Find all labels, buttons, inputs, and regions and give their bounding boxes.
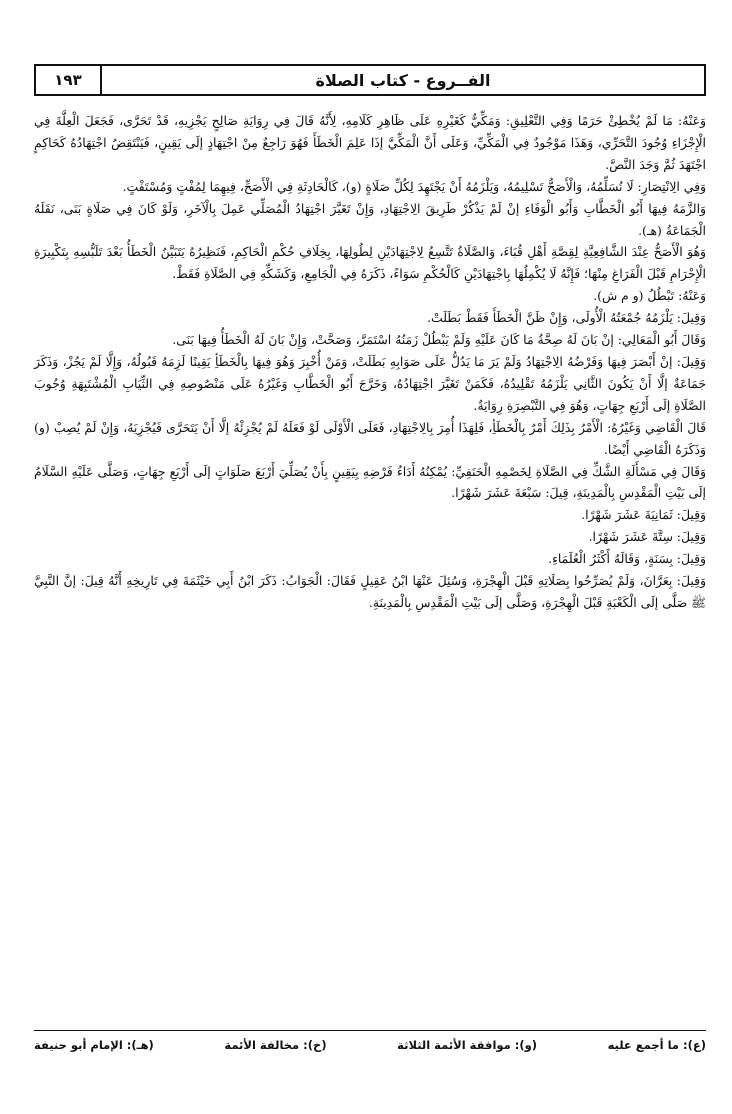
paragraph: وَالزَّمَهُ فِيهَا أَبُو الْخَطَّابِ وَأَبُو الْوَفَاءِ إنْ لَمْ يَذْكُرْ طَرِيقَ الِاجْتِهَادِ، وَإِنْ تَغَيَّرَ اجْتِهَادُ الْمُصَلِّي عَمِلَ بِالْآخَرِ، وَلَوْ كَانَ فِي صَلَاةٍ بَنَى، نَقَلَهُ الْجَمَاعَةُ (هـ). bbox=[34, 200, 706, 238]
paragraph: وَقِيلَ: إنْ أَبْصَرَ فِيهَا وَفَرْضُهُ الِاجْتِهَادُ وَلَمْ يَرَ مَا يَدُلُّ عَلَى صَوَابِهِ بَطَلَتْ، وَمَنْ أُخْبِرَ وَهُوَ فِيهَا بِالْخَطَأِ يَقِينًا لَزِمَهُ قَبُولُهُ، وَإِلَّا لَمْ يَجُزْ، وَذَكَرَ جَمَاعَةٌ إلَّا أَنْ يَكُونَ الثَّانِي يَلْزَمُهُ تَقْلِيدُهُ، فَكَمَنْ تَغَيَّرَ اجْتِهَادُهُ، وَخَرَّجَ أَبُو الْخَطَّابِ وَغَيْرُهُ عَلَى مَنْصُوصِهِ فِي الثِّيَابِ الْمُشْتَبِهَةِ وُجُوبَ الصَّلَاةِ إلَى أَرْبَعِ جِهَاتٍ، وَهُوَ فِي التَّبْصِرَةِ رِوَايَةٌ. bbox=[34, 353, 706, 413]
paragraph: وَقِيلَ: بِعَرَّانَ، وَلَمْ يُصَرِّحُوا بِصَلَاتِهِ قَبْلَ الْهِجْرَةِ، وَسُئِلَ عَنْهَا ابْنُ عَقِيلٍ فَقَالَ: الْجَوَابُ: ذَكَرَ ابْنُ أَبِي خَيْثَمَةَ فِي تَارِيخِهِ أَنَّهُ قِيلَ: إنَّ النَّبِيَّ ﷺ صَلَّى إلَى الْكَعْبَةِ قَبْلَ الْهِجْرَةِ، وَصَلَّى إلَى بَيْتِ الْمَقْدِسِ بِالْمَدِينَةِ. bbox=[34, 573, 706, 610]
paragraph: وَقِيلَ: يَلْزَمُهُ جُمْعَتُهُ الْأُولَى، وَإِنْ ظَنَّ الْخَطَأَ فَقَطْ بَطَلَتْ. bbox=[427, 310, 706, 326]
footnote-item: (خ): مخالفة الأئمة bbox=[224, 1038, 327, 1052]
paragraph: قَالَ الْقَاضِي وَغَيْرُهُ: الْأَمْرُ بِذَلِكَ أَمْرٌ بِالْخَطَأِ، فَلِهَذَا أُمِرَ بِالِاجْتِهَادِ، فَعَلَى الْأَوْلَى لَوْ فَعَلَهُ لَمْ يُجْزِئْهُ إلَّا أَنْ يَتَحَرَّى فَيُجْزِيَهُ، وَإِنْ لَمْ يُصِبْ (و) وَذَكَرَهُ الْقَاضِي أَيْضًا. bbox=[34, 419, 706, 457]
footnote-item: (ع): ما أجمع عليه bbox=[607, 1038, 706, 1052]
page-number: ١٩٣ bbox=[36, 66, 102, 94]
paragraph: وَعَنْهُ: مَا لَمْ يُخْطِئْ حَرَمًا وَفِي التَّعْلِيقِ: وَمَكِّيٌّ كَغَيْرِهِ عَلَى ظَاهِرِ كَلَامِهِ، لِأَنَّهُ قَالَ فِي رِوَايَةِ صَالِحٍ يَجْزِيهِ، قَدْ تَحَرَّى، فَجَعَلَ الْعِلَّةَ فِي الْإِجْزَاءِ وُجُودَ التَّحَرِّي، وَهَذَا مَوْجُودٌ فِي الْمَكِّيِّ، وَعَلَى أَنَّ الْمَكِّيَّ إذَا عَلِمَ الْخَطَأَ فَهُوَ رَاجِعٌ مِنْ اجْتِهَادٍ إلَى يَقِينٍ، فَيَنْتَقِضُ اجْتِهَادُهُ كَحَاكِمٍ اجْتَهَدَ ثُمَّ وَجَدَ النَّصَّ. bbox=[34, 113, 706, 172]
footnote-item: (هـ): الإمام أبو حنيفة bbox=[34, 1038, 154, 1052]
page-header bbox=[34, 64, 706, 96]
paragraph: وَقِيلَ: سِتَّةَ عَشَرَ شَهْرًا. bbox=[588, 529, 706, 545]
paragraph: وَقِيلَ: بِسَنَةٍ، وَقَالَهُ أَكْثَرُ الْعُلَمَاءِ. bbox=[548, 551, 706, 567]
paragraph: وَهُوَ الْأَصَحُّ عِنْدَ الشَّافِعِيَّةِ لِقِصَّةِ أَهْلِ قُبَاءَ، وَالصَّلَاةُ تَتَّسِعُ لِاجْتِهَادَيْنِ لِطُولِهَا، بِخِلَافِ حُكْمِ الْحَاكِمِ، فَنَظِيرُهُ يَتَبَيَّنُ الْخَطَأُ بَعْدَ تَلَبُّسِهِ بِتَكْبِيرَةِ الْإِحْرَامِ قَبْلَ الْفَرَاغِ مِنْهَا؛ فَإِنَّهُ لَا يُكْمِلُهَا بِاجْتِهَادَيْنِ كَالْحُكْمِ سَوَاءً، ذَكَرَهُ فِي الْجَامِعِ، وَكَشَكِّهِ فِي الصَّلَاةِ فَقَطْ. bbox=[34, 244, 706, 282]
paragraph: وَعَنْهُ: تَبْطُلُ (و م ش). bbox=[593, 288, 706, 304]
running-title: الفــروع - كتاب الصلاة bbox=[315, 70, 491, 90]
paragraph: وَقِيلَ: ثَمَانِيَةَ عَشَرَ شَهْرًا. bbox=[581, 507, 706, 523]
main-text bbox=[34, 110, 706, 614]
footnote-divider bbox=[34, 1030, 706, 1031]
footnote-legend bbox=[34, 1038, 706, 1052]
paragraph: وَقَالَ أَبُو الْمَعَالِي: إنْ بَانَ لَهُ صِحَّةُ مَا كَانَ عَلَيْهِ وَلَمْ يَبْطُلْ زَمَنُهُ اسْتَمَرَّ، وَصَحَّتْ، وَإِنْ بَانَ لَهُ الْخَطَأُ فِيهَا بَنَى. bbox=[172, 332, 706, 348]
paragraph: وَقَالَ فِي مَسْأَلَةِ الشَّكِّ فِي الصَّلَاةِ لِخَصْمِهِ الْحَنَفِيِّ: يُمْكِنُهُ أَدَاءُ فَرْضِهِ بِيَقِينٍ بِأَنْ يُصَلِّيَ أَرْبَعَ صَلَوَاتٍ إلَى أَرْبَعِ جِهَاتٍ، وَصَلَّى عَلَيْهِ السَّلَامُ إلَى بَيْتِ الْمَقْدِسِ بِالْمَدِينَةِ، قِيلَ: سَبْعَةَ عَشَرَ شَهْرًا. bbox=[34, 463, 706, 501]
paragraph: وَفِي الِانْتِصَارِ: لَا نُسَلِّمُهُ، وَالْأَصَحُّ تَسْلِيمُهُ، وَيَلْزَمُهُ أَنْ يَجْتَهِدَ لِكُلِّ صَلَاةٍ (و)، كَالْحَادِثَةِ فِي الْأَصَحِّ، فِيهِمَا لِمُفْتٍ وَمُسْتَفْتٍ. bbox=[122, 178, 706, 194]
footnote-item: (و): موافقة الأئمة الثلاثة bbox=[397, 1038, 537, 1052]
